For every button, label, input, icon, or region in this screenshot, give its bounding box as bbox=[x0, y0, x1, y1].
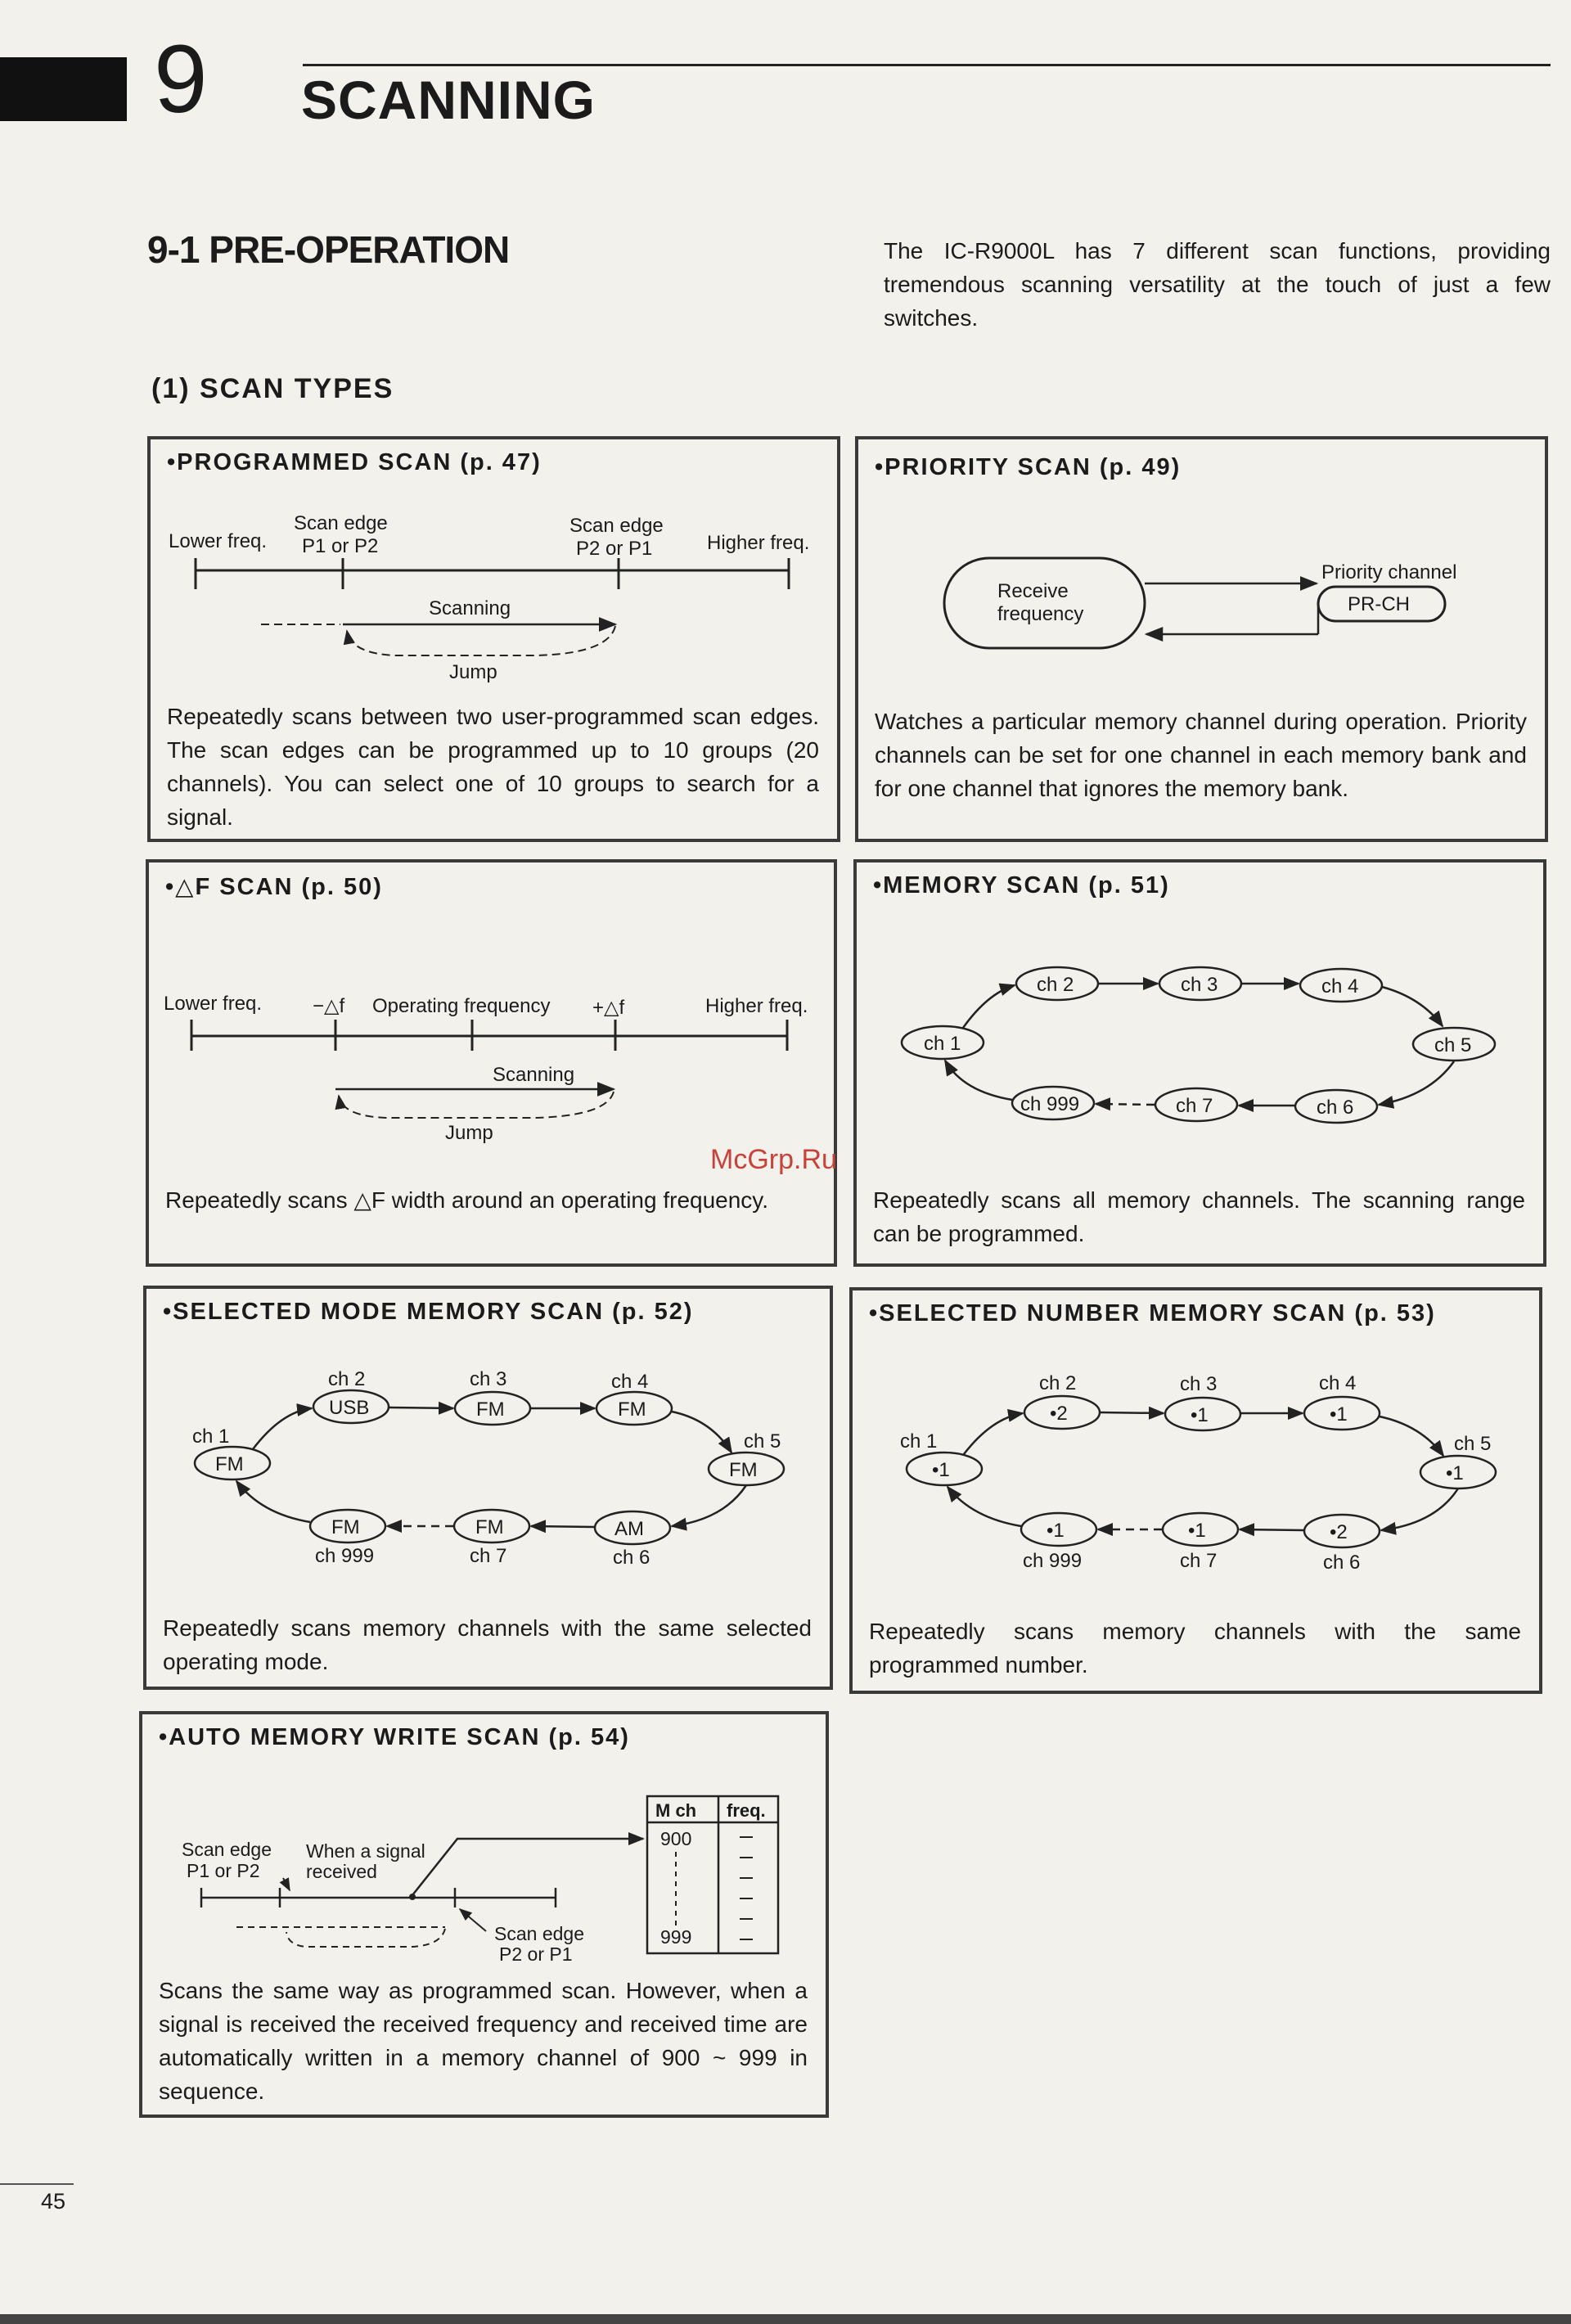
ch1-mode: FM bbox=[215, 1453, 244, 1475]
scan-edge-2-sub-label: P2 or P1 bbox=[576, 538, 653, 560]
ch6-label: ch 6 bbox=[1323, 1552, 1361, 1574]
delta-f-scan-title: •△F SCAN (p. 50) bbox=[165, 874, 383, 900]
jump-arrow bbox=[347, 626, 615, 655]
ch5-number: •1 bbox=[1446, 1462, 1464, 1484]
delta-f-scan-box bbox=[146, 859, 837, 1267]
last-channel: 999 bbox=[660, 1926, 692, 1948]
ch999-label: ch 999 bbox=[1023, 1550, 1083, 1572]
ch6-mode: AM bbox=[614, 1518, 644, 1540]
chapter-marker-bar bbox=[0, 57, 127, 121]
bottom-edge bbox=[0, 2314, 1571, 2324]
ch4-mode: FM bbox=[618, 1398, 646, 1421]
first-channel: 900 bbox=[660, 1828, 692, 1849]
jump-arrow bbox=[339, 1092, 614, 1118]
programmed-scan-description: Repeatedly scans between two user-programmed scan edges. The scan edges can be programmed up to 10 groups (20 channels). You can select one of 10 groups to search for a signal. bbox=[167, 704, 819, 830]
ch5-label: ch 5 bbox=[1454, 1433, 1492, 1455]
memory-scan-title: •MEMORY SCAN (p. 51) bbox=[873, 872, 1170, 899]
plus-delta-label: +△f bbox=[592, 997, 625, 1019]
ch7-label: ch 7 bbox=[1180, 1550, 1218, 1572]
ch3-mode: FM bbox=[476, 1398, 505, 1421]
minus-delta-label: −△f bbox=[313, 995, 345, 1017]
selected-mode-scan-title: •SELECTED MODE MEMORY SCAN (p. 52) bbox=[163, 1299, 694, 1325]
ch7-mode: FM bbox=[475, 1516, 504, 1538]
ch2-label: ch 2 bbox=[328, 1368, 366, 1390]
scan-edge-2-label: Scan edge bbox=[494, 1923, 584, 1944]
ch999-label: ch 999 bbox=[1020, 1093, 1080, 1115]
pr-ch-label: PR-CH bbox=[1348, 593, 1410, 615]
ch1-number: •1 bbox=[932, 1459, 950, 1481]
write-arrow bbox=[412, 1839, 643, 1895]
ch4-label: ch 4 bbox=[1321, 975, 1359, 998]
subsection-title: (1) SCAN TYPES bbox=[151, 373, 394, 404]
title-rule bbox=[303, 64, 1551, 66]
priority-channel-label: Priority channel bbox=[1321, 561, 1457, 583]
ch5-label: ch 5 bbox=[1434, 1034, 1472, 1056]
scan-edge-1-label: Scan edge bbox=[182, 1839, 272, 1860]
delta-f-scan-description: Repeatedly scans △F width around an operating frequency. bbox=[165, 1187, 769, 1213]
priority-scan-box bbox=[855, 436, 1548, 842]
received-label: received bbox=[306, 1861, 377, 1882]
auto-memory-write-scan-box bbox=[139, 1711, 829, 2118]
ch3-label: ch 3 bbox=[470, 1368, 507, 1390]
ch1-label: ch 1 bbox=[924, 1033, 961, 1055]
ch3-label: ch 3 bbox=[1180, 1373, 1218, 1395]
ch4-number: •1 bbox=[1330, 1403, 1348, 1425]
scan-edge-2-label: Scan edge bbox=[569, 515, 664, 537]
selected-mode-scan-description: Repeatedly scans memory channels with the same selected operating mode. bbox=[163, 1615, 812, 1674]
ch6-label: ch 6 bbox=[613, 1547, 650, 1569]
when-signal-label: When a signal bbox=[306, 1840, 425, 1862]
page-number: 45 bbox=[41, 2189, 66, 2214]
ch6-label: ch 6 bbox=[1317, 1097, 1354, 1119]
selected-number-scan-description: Repeatedly scans memory channels with the same programmed number. bbox=[869, 1619, 1521, 1678]
ch4-label: ch 4 bbox=[1319, 1372, 1357, 1394]
memory-scan-box bbox=[853, 859, 1546, 1267]
ch5-mode: FM bbox=[729, 1459, 758, 1481]
ch999-number: •1 bbox=[1047, 1520, 1065, 1542]
selected-number-scan-box bbox=[849, 1287, 1542, 1694]
section-title: 9-1 PRE-OPERATION bbox=[147, 228, 510, 271]
scan-edge-1-sub-label: P1 or P2 bbox=[187, 1860, 260, 1881]
ch7-label: ch 7 bbox=[470, 1545, 507, 1567]
watermark: McGrp.Ru bbox=[710, 1144, 837, 1175]
ch999-label: ch 999 bbox=[315, 1545, 375, 1567]
jump-label: Jump bbox=[445, 1122, 493, 1144]
jump-label: Jump bbox=[449, 661, 497, 683]
lower-freq-label: Lower freq. bbox=[164, 993, 263, 1015]
ch3-label: ch 3 bbox=[1181, 974, 1218, 996]
selected-number-scan-title: •SELECTED NUMBER MEMORY SCAN (p. 53) bbox=[869, 1300, 1436, 1326]
higher-freq-label: Higher freq. bbox=[705, 995, 808, 1017]
intro-paragraph: The IC-R9000L has 7 different scan functions, providing tremendous scanning versatility at the touch of just a few switches. bbox=[884, 238, 1551, 331]
ch1-label: ch 1 bbox=[900, 1430, 938, 1452]
ch2-label: ch 2 bbox=[1039, 1372, 1077, 1394]
programmed-scan-box bbox=[147, 436, 840, 842]
selected-mode-scan-box bbox=[143, 1286, 833, 1690]
ch7-number: •1 bbox=[1188, 1520, 1206, 1542]
ch5-label: ch 5 bbox=[744, 1430, 781, 1452]
scan-edge-1-label: Scan edge bbox=[294, 512, 388, 534]
freq-header: freq. bbox=[727, 1800, 766, 1821]
ch6-number: •2 bbox=[1330, 1521, 1348, 1543]
ch1-label: ch 1 bbox=[192, 1425, 230, 1448]
auto-memory-write-scan-title: •AUTO MEMORY WRITE SCAN (p. 54) bbox=[159, 1724, 630, 1750]
chapter-number: 9 bbox=[154, 25, 208, 133]
priority-scan-title: •PRIORITY SCAN (p. 49) bbox=[875, 454, 1182, 480]
priority-scan-description: Watches a particular memory channel during operation. Priority channels can be set for one channel in each memory bank and for one channel that ignores the memory bank. bbox=[875, 709, 1527, 801]
lower-freq-label: Lower freq. bbox=[169, 530, 268, 552]
higher-freq-label: Higher freq. bbox=[707, 532, 810, 554]
scanning-label: Scanning bbox=[429, 597, 511, 619]
auto-memory-write-scan-description: Scans the same way as programmed scan. However, when a signal is received the received frequency and received time are automatically written in a memory channel of 900 ~ 999 in sequence. bbox=[159, 1978, 808, 2104]
ch3-number: •1 bbox=[1191, 1404, 1209, 1426]
programmed-scan-title: •PROGRAMMED SCAN (p. 47) bbox=[167, 449, 542, 475]
memory-scan-description: Repeatedly scans all memory channels. The scanning range can be programmed. bbox=[873, 1187, 1525, 1246]
scanning-label: Scanning bbox=[493, 1064, 575, 1086]
ch2-mode: USB bbox=[329, 1397, 370, 1419]
ch7-label: ch 7 bbox=[1176, 1095, 1213, 1117]
ch2-number: •2 bbox=[1050, 1403, 1068, 1425]
chapter-title: SCANNING bbox=[301, 70, 596, 130]
operating-frequency-label: Operating frequency bbox=[372, 995, 551, 1017]
scan-edge-2-sub-label: P2 or P1 bbox=[499, 1943, 573, 1965]
ch999-mode: FM bbox=[331, 1516, 360, 1538]
footer-rule bbox=[0, 2183, 74, 2185]
scan-edge-1-sub-label: P1 or P2 bbox=[302, 535, 379, 557]
frequency-label: frequency bbox=[997, 603, 1084, 625]
mch-header: M ch bbox=[655, 1800, 697, 1821]
ch4-label: ch 4 bbox=[611, 1371, 649, 1393]
ch2-label: ch 2 bbox=[1037, 974, 1074, 996]
receive-label: Receive bbox=[997, 580, 1069, 602]
